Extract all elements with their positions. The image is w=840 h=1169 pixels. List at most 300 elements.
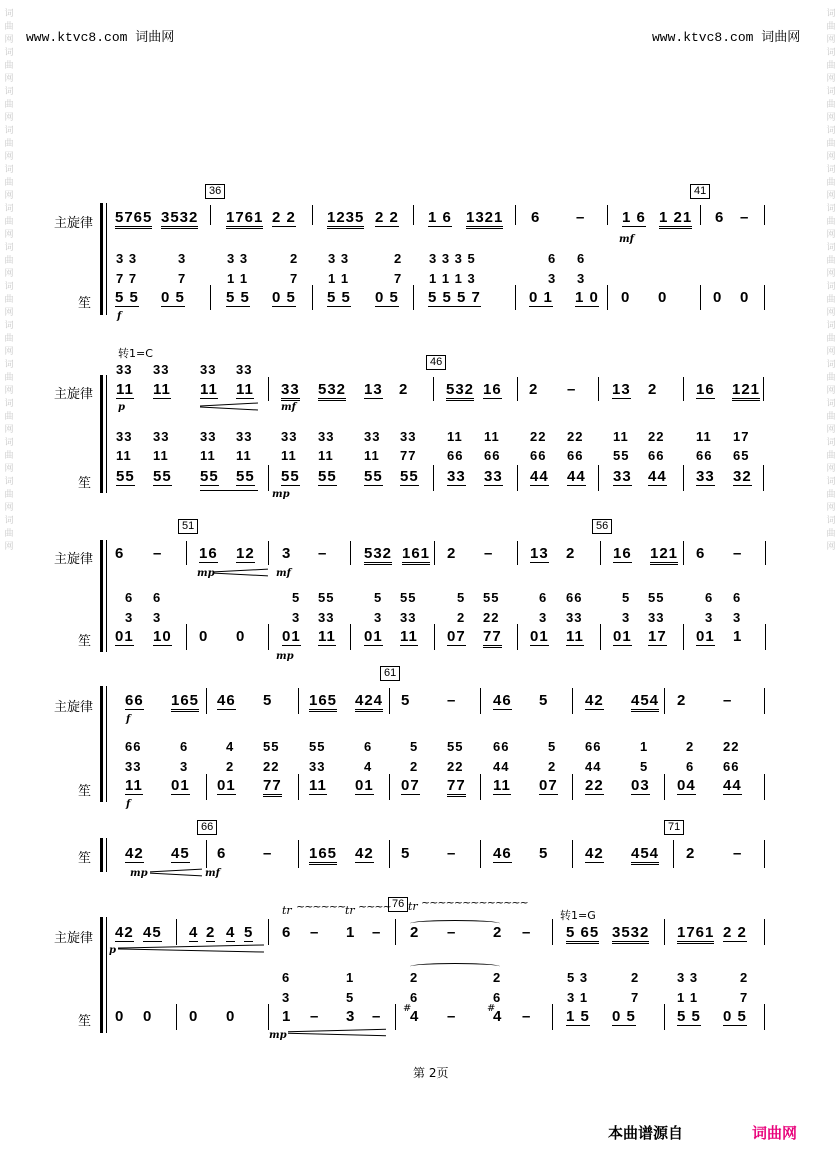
- note: 1: [733, 628, 743, 645]
- bar-line: [764, 285, 765, 310]
- note-group: 55: [116, 468, 135, 485]
- bar-line: [312, 205, 313, 225]
- bar-line: [572, 840, 573, 868]
- system-brace: [100, 838, 103, 872]
- note-group: 42: [585, 845, 604, 862]
- dynamic-mf: mf: [619, 234, 634, 245]
- chord-tone: 6: [153, 590, 162, 605]
- chord-tone: 33: [566, 610, 583, 625]
- bar-line: [664, 774, 665, 800]
- note-group: 5 5 5 7: [428, 289, 481, 306]
- bar-line: [765, 624, 766, 650]
- bar-line: [206, 774, 207, 800]
- note-group: 77: [447, 777, 466, 797]
- bar-line: [176, 919, 177, 945]
- chord-tone: 2: [410, 970, 419, 985]
- header-right-url[interactable]: www.ktvc8.com: [652, 30, 754, 45]
- bar-line: [312, 285, 313, 310]
- bar-line: [515, 205, 516, 225]
- chord-tone: 6: [548, 251, 557, 266]
- rehearsal-mark-76: 76: [388, 897, 408, 912]
- bar-line: [683, 377, 684, 401]
- chord-tone: 3: [622, 610, 631, 625]
- chord-tone: 6: [686, 759, 695, 774]
- chord-tone: 33: [236, 429, 253, 444]
- crescendo-hairpin: [118, 948, 264, 952]
- bar-line: [268, 919, 269, 945]
- dash: –: [318, 545, 328, 562]
- chord-tone: 5: [548, 739, 557, 754]
- chord-tone: 44: [585, 759, 602, 774]
- dynamic-p: p: [118, 402, 125, 413]
- note: 4: [189, 924, 199, 941]
- note-group: 22: [585, 777, 604, 794]
- note-group: 66: [125, 692, 144, 709]
- chord-tone: 55: [483, 590, 500, 605]
- bar-line: [673, 840, 674, 868]
- note: 5: [263, 692, 273, 709]
- bar-line: [664, 688, 665, 714]
- dash: –: [447, 1008, 457, 1025]
- rehearsal-mark-36: 36: [205, 184, 225, 199]
- chord-tone: 5 3: [567, 970, 589, 985]
- note: 4: [493, 1008, 503, 1025]
- crescendo-hairpin: [200, 406, 258, 410]
- crescendo-hairpin: [150, 873, 202, 877]
- bar-line: [389, 688, 390, 714]
- key-change-c: 转1=C: [118, 347, 153, 360]
- bar-line: [268, 465, 269, 491]
- part-name-sheng: 笙: [78, 296, 92, 311]
- note: 2: [686, 845, 696, 862]
- bar-line: [298, 840, 299, 868]
- bar-line: [210, 285, 211, 310]
- note-group: 12: [236, 545, 255, 562]
- note: 2: [399, 381, 409, 398]
- note-group: 01: [217, 777, 236, 794]
- note-group: 55: [153, 468, 172, 485]
- note: 0: [713, 289, 723, 306]
- note-group: 2 2: [272, 209, 296, 226]
- part-name-sheng: 笙: [78, 784, 92, 799]
- note: 5: [244, 924, 254, 941]
- system-brace: [100, 375, 103, 493]
- note-group: 11: [493, 777, 511, 794]
- header-left-url[interactable]: www.ktvc8.com: [26, 30, 128, 45]
- part-name-melody: 主旋律: [54, 216, 94, 231]
- note-group: 1 0: [575, 289, 599, 306]
- note-group: 1321: [466, 209, 503, 229]
- chord-tone: 3: [153, 610, 162, 625]
- note-group: 1235: [327, 209, 364, 229]
- bar-line: [186, 624, 187, 650]
- note-group: 3532: [161, 209, 198, 229]
- note-group: 44: [530, 468, 549, 485]
- note: 2: [493, 924, 503, 941]
- chord-tone: 5: [622, 590, 631, 605]
- chord-tone: 3: [178, 251, 187, 266]
- chord-tone: 11: [200, 448, 216, 463]
- chord-tone: 66: [493, 739, 510, 754]
- note-group: 01: [696, 628, 715, 645]
- note-group: 11: [116, 381, 134, 398]
- chord-tone: 6: [180, 739, 189, 754]
- note: 3: [346, 1008, 356, 1025]
- note-group: 33: [447, 468, 466, 485]
- dash: –: [522, 924, 532, 941]
- chord-tone: 5: [640, 759, 649, 774]
- chord-tone: 2: [394, 251, 403, 266]
- dash: –: [484, 545, 494, 562]
- note-group: 16: [696, 381, 715, 398]
- note-group: 42: [115, 924, 134, 941]
- note-group: 11: [236, 381, 254, 398]
- bar-line: [600, 624, 601, 650]
- crescendo-hairpin: [214, 569, 268, 573]
- note-group: 454: [631, 692, 659, 712]
- chord-tone: 7: [740, 990, 749, 1005]
- chord-tone: 2: [226, 759, 235, 774]
- note-group: 0 5: [161, 289, 185, 306]
- chord-tone: 11: [447, 429, 463, 444]
- note-group: 16: [483, 381, 502, 398]
- note: 0: [143, 1008, 153, 1025]
- chord-tone: 55: [318, 590, 335, 605]
- header-right: [652, 26, 800, 45]
- dynamic-mp: mp: [269, 1030, 287, 1041]
- note-group: 1 6: [428, 209, 452, 226]
- chord-tone: 2: [457, 610, 466, 625]
- dash: –: [153, 545, 163, 562]
- chord-tone: 66: [648, 448, 665, 463]
- dash: –: [310, 1008, 320, 1025]
- part-name-melody: 主旋律: [54, 387, 94, 402]
- note: 4: [410, 1008, 420, 1025]
- note-group: 45: [171, 845, 190, 862]
- chord-tone: 33: [116, 429, 133, 444]
- chord-tone: 3: [374, 610, 383, 625]
- chord-tone: 7 7: [116, 271, 138, 286]
- note-group: 16: [613, 545, 632, 562]
- dynamic-mp: mp: [197, 568, 215, 579]
- note: 5: [401, 692, 411, 709]
- chord-tone: 5: [410, 739, 419, 754]
- trill-wave: ~~~~~~: [296, 900, 346, 913]
- note-group: 33: [281, 381, 300, 401]
- note-group: 165: [171, 692, 199, 712]
- bar-line: [764, 688, 765, 714]
- note-group: 42: [125, 845, 144, 862]
- chord-tone: 2: [686, 739, 695, 754]
- note: 0: [740, 289, 750, 306]
- chord-tone: 33: [236, 362, 253, 377]
- chord-tone: 22: [263, 759, 280, 774]
- chord-tone: 1 1: [227, 271, 249, 286]
- chord-tone: 3: [180, 759, 189, 774]
- bar-line: [298, 688, 299, 714]
- chord-tone: 3: [539, 610, 548, 625]
- chord-tone: 7: [290, 271, 299, 286]
- bar-line: [389, 774, 390, 800]
- crescendo-hairpin: [118, 944, 264, 948]
- bar-line: [664, 919, 665, 945]
- note-group: 5 65: [566, 924, 599, 944]
- bar-line: [600, 541, 601, 565]
- note-group: 5 5: [115, 289, 139, 306]
- chord-tone: 2: [740, 970, 749, 985]
- chord-tone: 3 3 3 5: [429, 251, 476, 266]
- dynamic-mp: mp: [272, 489, 290, 500]
- chord-tone: 66: [447, 448, 464, 463]
- note-group: 33: [613, 468, 632, 485]
- chord-tone: 6: [364, 739, 373, 754]
- dynamic-f: f: [126, 799, 131, 810]
- chord-tone: 55: [447, 739, 464, 754]
- note-group: 454: [631, 845, 659, 865]
- chord-tone: 33: [648, 610, 665, 625]
- chord-tone: 1 1 1 3: [429, 271, 476, 286]
- note-group: 532: [446, 381, 474, 401]
- note-group: 46: [493, 845, 512, 862]
- note-group: 11: [309, 777, 327, 794]
- note-group: 46: [217, 692, 236, 709]
- note-group: 17: [648, 628, 667, 645]
- note-group: 44: [648, 468, 667, 485]
- sharp-sign: #: [403, 1003, 412, 1014]
- chord-tone: 6: [577, 251, 586, 266]
- chord-tone: 6: [733, 590, 742, 605]
- chord-tone: 33: [153, 362, 170, 377]
- part-name-sheng: 笙: [78, 1014, 92, 1029]
- chord-tone: 33: [281, 429, 298, 444]
- chord-tone: 6: [705, 590, 714, 605]
- bar-line: [206, 840, 207, 868]
- chord-tone: 5: [346, 990, 355, 1005]
- note-group: 01: [613, 628, 632, 645]
- chord-tone: 55: [309, 739, 326, 754]
- note-group: 1 21: [659, 209, 692, 229]
- chord-tone: 7: [394, 271, 403, 286]
- bar-line: [764, 205, 765, 225]
- note-group: 07: [539, 777, 558, 794]
- chord-tone: 5: [292, 590, 301, 605]
- note: 0: [199, 628, 209, 645]
- note-group: 424: [355, 692, 383, 712]
- chord-tone: 66: [530, 448, 547, 463]
- dash: –: [522, 1008, 532, 1025]
- chord-tone: 55: [263, 739, 280, 754]
- dynamic-f: f: [126, 714, 131, 725]
- chord-tone: 1: [346, 970, 355, 985]
- chord-tone: 33: [200, 429, 217, 444]
- crescendo-hairpin: [214, 573, 268, 577]
- chord-tone: 11: [484, 429, 500, 444]
- note-group: 16: [199, 545, 218, 562]
- note: 5: [401, 845, 411, 862]
- bar-line: [395, 919, 396, 945]
- note-group: 13: [612, 381, 631, 398]
- crescendo-hairpin: [288, 1029, 386, 1033]
- bar-line: [350, 541, 351, 565]
- tie-arc: [410, 963, 500, 970]
- note-group: 11: [400, 628, 418, 645]
- bar-line: [572, 774, 573, 800]
- note-group: 3532: [612, 924, 649, 944]
- bar-line: [268, 1004, 269, 1030]
- system-brace-line: [106, 540, 107, 652]
- note-group: 42: [355, 845, 374, 862]
- note-group: 55: [400, 468, 419, 485]
- note-group: 5 5: [327, 289, 351, 306]
- note: 2: [677, 692, 687, 709]
- note: 4: [226, 924, 236, 941]
- note: 1: [346, 924, 356, 941]
- note: 3: [282, 545, 292, 562]
- note: 5: [539, 845, 549, 862]
- chord-tone: 55: [613, 448, 630, 463]
- chord-tone: 33: [400, 610, 417, 625]
- note-group: 55: [236, 468, 255, 485]
- note-group: 0 1: [529, 289, 553, 306]
- note-group: 11: [153, 381, 171, 398]
- note: 6: [531, 209, 541, 226]
- chord-tone: 11: [236, 448, 252, 463]
- chord-tone: 6: [493, 990, 502, 1005]
- page-number: 第 2页: [413, 1066, 449, 1080]
- chord-tone: 22: [530, 429, 547, 444]
- dash: –: [567, 381, 577, 398]
- chord-tone: 2: [631, 970, 640, 985]
- chord-tone: 66: [566, 590, 583, 605]
- chord-tone: 6: [410, 990, 419, 1005]
- bar-line: [186, 541, 187, 565]
- note: 5: [539, 692, 549, 709]
- trill-mark: tr: [345, 904, 355, 917]
- bar-line: [764, 1004, 765, 1030]
- chord-tone: 66: [585, 739, 602, 754]
- trill-mark: tr: [408, 900, 418, 913]
- note: 6: [715, 209, 725, 226]
- header-left-site: 词曲网: [135, 30, 175, 45]
- dash: –: [733, 845, 743, 862]
- note: 2: [648, 381, 658, 398]
- crescendo-hairpin: [200, 402, 258, 406]
- chord-tone: 7: [178, 271, 187, 286]
- note-group: 165: [309, 845, 337, 865]
- chord-tone: 66: [696, 448, 713, 463]
- bar-line: [413, 285, 414, 310]
- bar-line: [433, 377, 434, 401]
- crescendo-hairpin: [200, 490, 258, 491]
- crescendo-hairpin: [288, 1033, 386, 1037]
- chord-tone: 3 3: [677, 970, 699, 985]
- rehearsal-mark-56: 56: [592, 519, 612, 534]
- bar-line: [268, 377, 269, 401]
- chord-tone: 33: [318, 610, 335, 625]
- sharp-sign: #: [487, 1003, 496, 1014]
- note-group: 11: [318, 628, 336, 645]
- note-group: 2 2: [375, 209, 399, 226]
- chord-tone: 11: [364, 448, 380, 463]
- chord-tone: 11: [153, 448, 169, 463]
- note-group: 121: [732, 381, 760, 401]
- chord-tone: 4: [226, 739, 235, 754]
- rehearsal-mark-66: 66: [197, 820, 217, 835]
- bar-line: [434, 624, 435, 650]
- chord-tone: 3 3: [227, 251, 249, 266]
- note: 2: [206, 924, 216, 941]
- dynamic-mp: mp: [130, 868, 148, 879]
- chord-tone: 33: [153, 429, 170, 444]
- note-group: 32: [733, 468, 752, 485]
- dash: –: [723, 692, 733, 709]
- part-name-sheng: 笙: [78, 476, 92, 491]
- note: 0: [236, 628, 246, 645]
- note-group: 532: [364, 545, 392, 565]
- note-group: 0 5: [612, 1008, 636, 1025]
- note-group: 55: [364, 468, 383, 485]
- chord-tone: 3: [125, 610, 134, 625]
- chord-tone: 6: [125, 590, 134, 605]
- chord-tone: 77: [400, 448, 417, 463]
- bar-line: [480, 840, 481, 868]
- system-brace-line: [106, 686, 107, 802]
- note-group: 5 5: [677, 1008, 701, 1025]
- chord-tone: 1: [640, 739, 649, 754]
- dynamic-mf: mf: [281, 402, 296, 413]
- bar-line: [395, 1004, 396, 1030]
- bar-line: [664, 1004, 665, 1030]
- system-brace-line: [106, 917, 107, 1033]
- note-group: 165: [309, 692, 337, 712]
- note: 6: [696, 545, 706, 562]
- note-group: 01: [115, 628, 134, 645]
- chord-tone: 33: [309, 759, 326, 774]
- note-group: 44: [567, 468, 586, 485]
- chord-tone: 22: [567, 429, 584, 444]
- bar-line: [268, 541, 269, 565]
- bar-line: [517, 541, 518, 565]
- bar-line: [607, 285, 608, 310]
- bar-line: [764, 774, 765, 800]
- chord-tone: 3: [292, 610, 301, 625]
- note: 2: [566, 545, 576, 562]
- note-group: 161: [402, 545, 430, 565]
- source-logo[interactable]: 词曲网: [752, 1124, 798, 1142]
- bar-line: [552, 1004, 553, 1030]
- note-group: 33: [696, 468, 715, 485]
- note: 0: [658, 289, 668, 306]
- note-group: 01: [171, 777, 190, 794]
- chord-tone: 3: [733, 610, 742, 625]
- dynamic-p: p: [109, 945, 116, 956]
- note-group: 11: [200, 381, 218, 398]
- chord-tone: 2: [548, 759, 557, 774]
- system-brace: [100, 540, 103, 652]
- chord-tone: 5: [457, 590, 466, 605]
- system-brace-line: [106, 203, 107, 315]
- rehearsal-mark-61: 61: [380, 666, 400, 681]
- bar-line: [298, 774, 299, 800]
- chord-tone: 33: [116, 362, 133, 377]
- bar-line: [206, 688, 207, 714]
- chord-tone: 11: [696, 429, 712, 444]
- note-group: 04: [677, 777, 696, 794]
- chord-tone: 66: [125, 739, 142, 754]
- dash: –: [447, 845, 457, 862]
- bar-line: [268, 624, 269, 650]
- note: 0: [621, 289, 631, 306]
